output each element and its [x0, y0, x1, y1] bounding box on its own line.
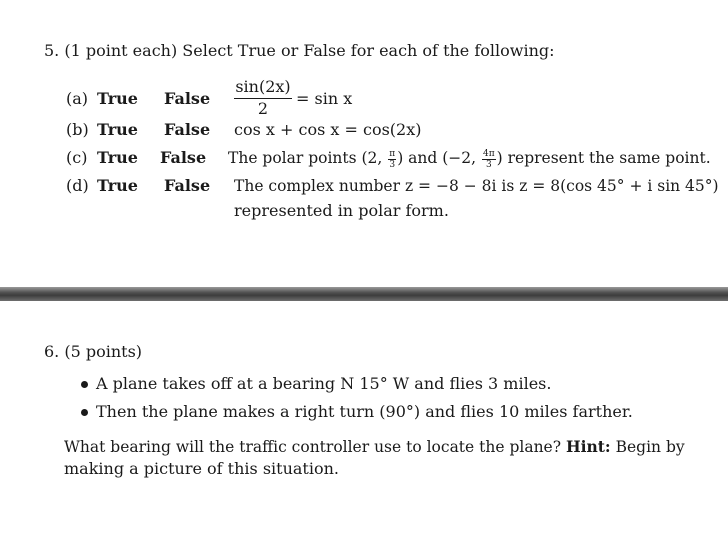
q5d-true-option[interactable]: True — [97, 176, 138, 195]
q5b-false-option[interactable]: False — [164, 120, 211, 139]
q5a-fraction-numerator: sin(2x) — [235, 77, 291, 96]
4pi-over-3-fraction: $\frac{4\pi}{3}$ — [483, 148, 495, 170]
q5a-fraction-denominator: 2 — [257, 99, 269, 118]
q5-points: (1 point each) — [64, 41, 178, 60]
q5-header — [44, 41, 555, 61]
page-divider — [0, 287, 728, 301]
q5a-rhs: = sin x — [296, 89, 353, 108]
q5d-statement-line1: The complex number z = −8 − 8i is z = 8(cos 45° + i sin 45°) — [234, 177, 719, 195]
q5c-false-option[interactable]: False — [160, 148, 207, 167]
q5d-label: (d) — [66, 176, 89, 195]
q6-question: What bearing will the traffic controller use to locate the plane? — [64, 438, 562, 456]
q6-hint-text: Begin by — [615, 438, 685, 456]
q5a-true-option[interactable]: True — [97, 89, 138, 108]
q5a-false-option[interactable]: False — [164, 89, 211, 108]
q5c-true-option[interactable]: True — [97, 148, 138, 167]
pi-over-3-fraction: $\frac{\pi}{3}$ — [389, 148, 396, 170]
q6-question-line1 — [64, 437, 685, 457]
q5d-statement-line2: represented in polar form. — [234, 201, 449, 220]
q5b-statement: cos x + cos x = cos(2x) — [234, 120, 422, 139]
q5-prompt: Select True or False for each of the following: — [182, 41, 555, 60]
bullet-icon — [81, 409, 88, 416]
q5-number: 5. — [44, 41, 60, 60]
q6-question-line2: making a picture of this situation. — [64, 459, 339, 478]
q6-number: 6. — [44, 342, 60, 361]
q6-points: (5 points) — [64, 342, 143, 361]
q6-bullet-1: A plane takes off at a bearing N 15° W and flies 3 miles. — [96, 374, 552, 393]
q6-hint-label: Hint: — [565, 437, 611, 456]
q5b-true-option[interactable]: True — [97, 120, 138, 139]
q5d-false-option[interactable]: False — [164, 176, 211, 195]
bullet-icon — [81, 381, 88, 388]
q5b-label: (b) — [66, 120, 89, 139]
q6-header — [44, 342, 142, 362]
q5c-statement: The polar points (2, $\frac{\pi}{3}$ ) and (−2, $\frac{4\pi}{3}$ ) represent the same point. — [228, 148, 711, 170]
q6-bullet-2: Then the plane makes a right turn (90°) and flies 10 miles farther. — [96, 402, 633, 421]
q5c-label: (c) — [66, 148, 88, 167]
q5a-label: (a) — [66, 89, 89, 108]
